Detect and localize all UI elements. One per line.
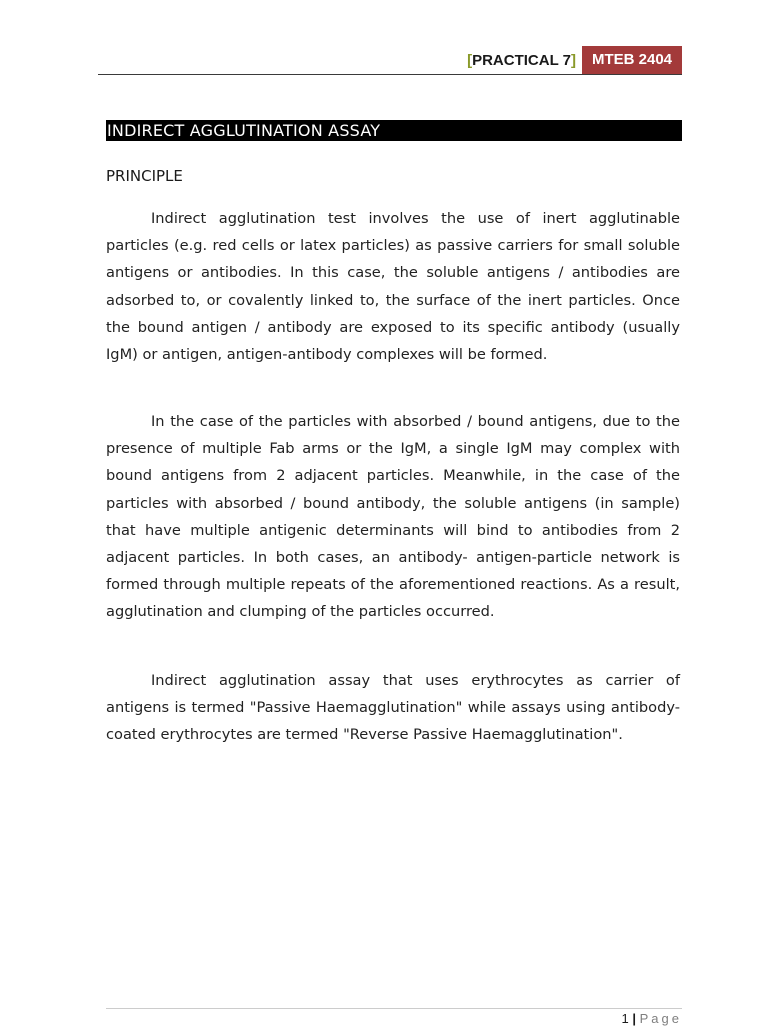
page-number-value: 1	[621, 1011, 629, 1026]
page-footer	[106, 1008, 682, 1026]
bracket-open: [	[467, 52, 473, 69]
paragraph-3: Indirect agglutination assay that uses erythrocytes as carrier of antigens is termed "Passive Haemagglutination" while assays using antibody-coated erythrocytes are termed "Reverse Passive Haemagglutination".	[106, 672, 680, 744]
section-heading: PRINCIPLE	[106, 167, 183, 185]
paragraph-2: In the case of the particles with absorbed / bound antigens, due to the presence of multiple Fab arms or the IgM, a single IgM may complex with bound antigens from 2 adjacent particles. Meanwhile, in the case of the particles with absorbed / bound antibody, the soluble antigens (in sample) that have multiple antigenic determinants will bind to antibodies from 2 adjacent particles. In both cases, an antibody- antigen-particle network is formed through multiple repeats of the aforementioned reactions. As a result, agglutination and clumping of the particles occurred.	[106, 413, 680, 621]
page-label: Page	[639, 1011, 682, 1026]
course-code-badge: MTEB 2404	[582, 46, 682, 74]
practical-label	[467, 52, 576, 69]
page-header	[98, 46, 682, 75]
document-title: INDIRECT AGGLUTINATION ASSAY	[106, 120, 682, 141]
bracket-close: ]	[571, 52, 576, 69]
page-separator: |	[632, 1011, 636, 1026]
paragraph-1: Indirect agglutination test involves the use of inert agglutinable particles (e.g. red cells or latex particles) as passive carriers for small soluble antigens or antibodies. In this case, the soluble antigens / antibodies are adsorbed to, or covalently linked to, the surface of the inert particles. Once the bound antigen / antibody are exposed to its specific antibody (usually IgM) or antigen, antigen-antibody complexes will be formed.	[106, 210, 680, 364]
practical-number: PRACTICAL 7	[472, 52, 571, 69]
